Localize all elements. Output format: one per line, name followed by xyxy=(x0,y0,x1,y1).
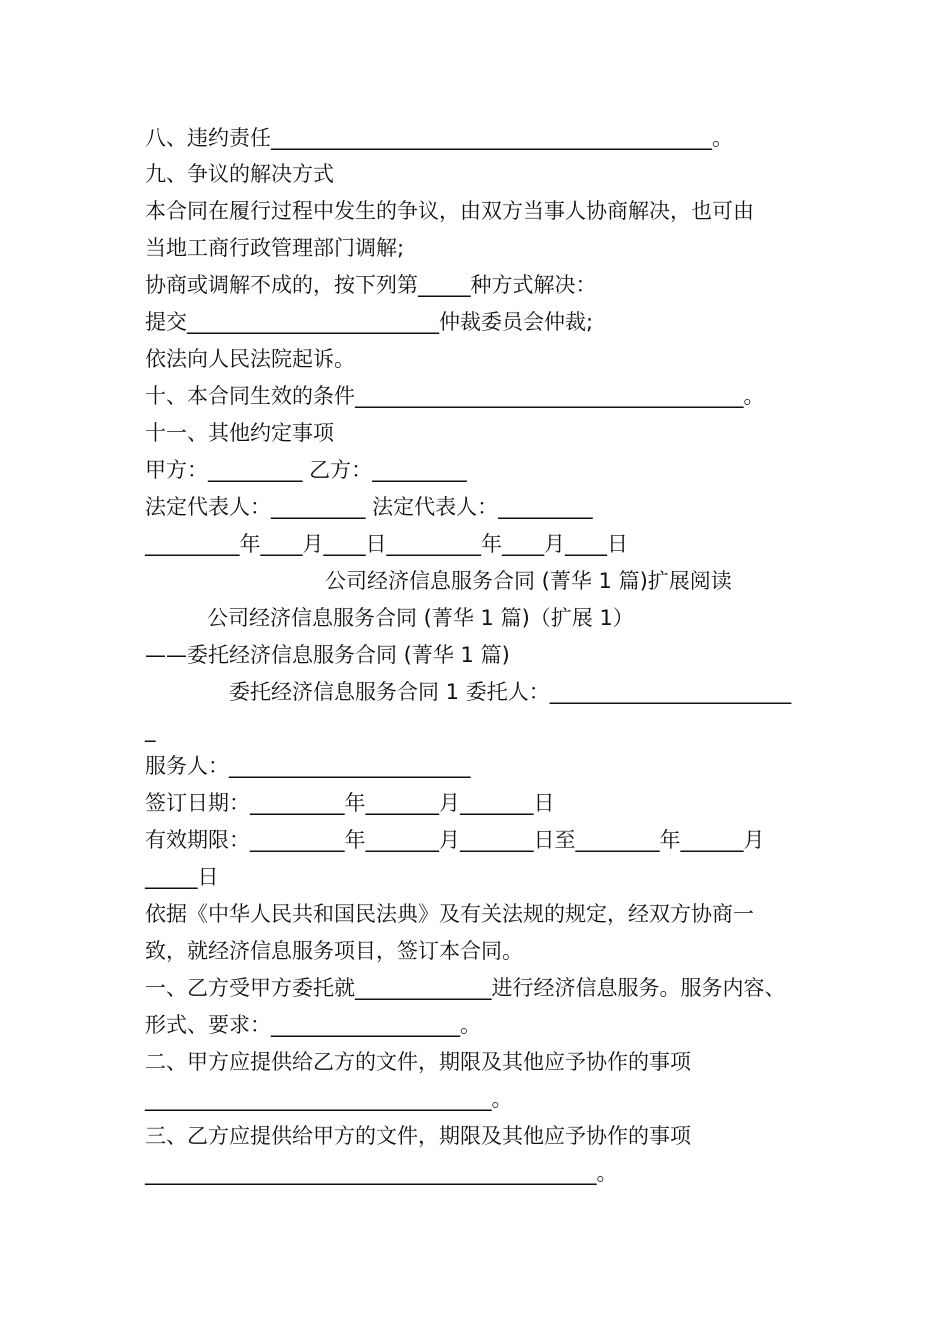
text-line: 依法向人民法院起诉。 xyxy=(145,347,355,371)
contract-title-line: 委托经济信息服务合同 1 委托人：_______________________ xyxy=(229,680,792,704)
text-line: 三、乙方应提供给甲方的文件，期限及其他应予协作的事项 xyxy=(145,1124,691,1148)
text-line: 服务人：_______________________ xyxy=(145,754,471,778)
text-line: _ xyxy=(145,718,156,742)
text-line: 九、争议的解决方式 xyxy=(145,162,334,186)
text-line: _________年____月____日_________年____月____日 xyxy=(145,532,628,556)
text-line: 一、乙方受甲方委托就_____________进行经济信息服务。服务内容、 xyxy=(145,976,786,1000)
text-line: 甲方：_________ 乙方：_________ xyxy=(145,458,467,482)
text-line: 本合同在履行过程中发生的争议，由双方当事人协商解决，也可由 xyxy=(145,199,754,223)
text-line: _________________________________。 xyxy=(145,1087,513,1111)
text-line: 依据《中华人民共和国民法典》及有关法规的规定，经双方协商一 xyxy=(145,902,754,926)
text-line: 二、甲方应提供给乙方的文件，期限及其他应予协作的事项 xyxy=(145,1050,691,1074)
text-line: 十一、其他约定事项 xyxy=(145,421,334,445)
text-line: _____日 xyxy=(145,865,219,889)
section-heading: 公司经济信息服务合同 (菁华 1 篇)扩展阅读 xyxy=(325,569,732,593)
subheading: ——委托经济信息服务合同 (菁华 1 篇) xyxy=(145,643,510,667)
text-line: 致，就经济信息服务项目，签订本合同。 xyxy=(145,939,523,963)
text-line: 协商或调解不成的，按下列第_____种方式解决： xyxy=(145,273,597,297)
text-line: 提交________________________仲裁委员会仲裁; xyxy=(145,310,594,334)
text-line: 当地工商行政管理部门调解; xyxy=(145,236,405,260)
text-line: ___________________________________________。 xyxy=(145,1161,618,1185)
text-line: 十、本合同生效的条件_____________________________________。 xyxy=(145,384,765,408)
text-line: 八、违约责任__________________________________________。 xyxy=(145,126,733,150)
text-line: 形式、要求：__________________。 xyxy=(145,1013,481,1037)
subheading: 公司经济信息服务合同 (菁华 1 篇)（扩展 1） xyxy=(207,606,634,630)
text-line: 有效期限：_________年_______月_______日至________年______月 xyxy=(145,828,765,852)
text-line: 法定代表人：_________ 法定代表人：_________ xyxy=(145,495,593,519)
text-line: 签订日期：_________年_______月_______日 xyxy=(145,791,555,815)
